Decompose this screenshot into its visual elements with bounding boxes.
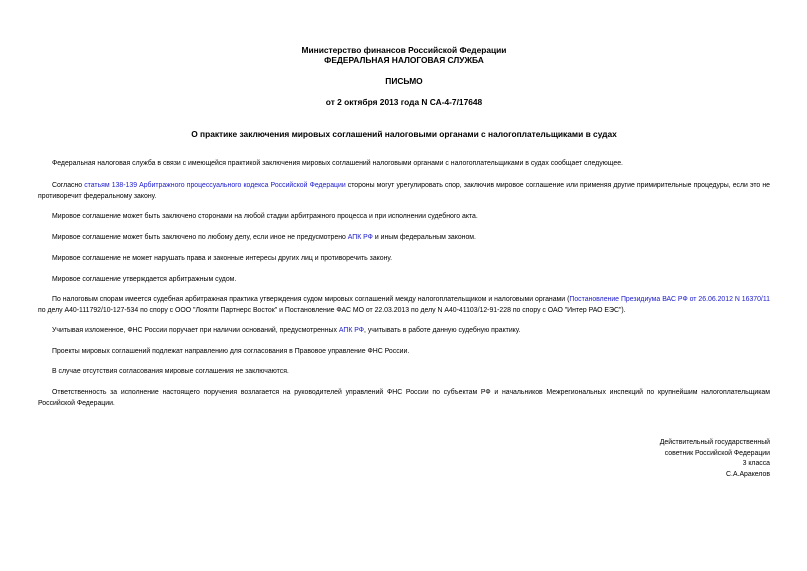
vas-resolution-link[interactable]: Постановление Президиума ВАС РФ от 26.06.2012 N 16370/11 bbox=[569, 296, 771, 303]
document-page bbox=[38, 0, 770, 571]
paragraph-6-text: Мировое соглашение утверждается арбитражным судом. bbox=[52, 276, 237, 283]
paragraph-2 bbox=[38, 180, 770, 202]
apk-link-2[interactable]: АПК РФ bbox=[338, 327, 365, 334]
paragraph-7 bbox=[38, 294, 770, 316]
service-heading: ФЕДЕРАЛЬНАЯ НАЛОГОВАЯ СЛУЖБА bbox=[324, 55, 484, 65]
paragraph-3-text: Мировое соглашение может быть заключено сторонами на любой стадии арбитражного процесса и при исполнении судебного акта. bbox=[52, 213, 478, 220]
paragraph-2-text-end: стороны могут урегулировать спор, заключив мировое соглашение или применяя другие примирительные процедуры, если это не противоречит федеральному закону. bbox=[38, 182, 770, 200]
paragraph-9 bbox=[38, 346, 770, 357]
signature-rank-line-1: Действительный государственный bbox=[659, 439, 770, 446]
paragraph-6 bbox=[38, 274, 770, 285]
paragraph-9-text: Проекты мировых соглашений подлежат направлению для согласования в Правовое управление ФНС России. bbox=[52, 348, 410, 355]
paragraph-10 bbox=[38, 366, 770, 377]
signature-rank-line-3: 3 класса bbox=[742, 460, 770, 468]
paragraph-4-text-end: и иным федеральным законом. bbox=[372, 234, 476, 241]
paragraph-4 bbox=[38, 232, 770, 243]
signature-name: С.А.Аракелов bbox=[726, 470, 770, 478]
document-date-number: от 2 октября 2013 года N СА-4-7/17648 bbox=[325, 97, 483, 107]
paragraph-7-text-end: по делу А40-111792/10-127-534 по спору с ООО "Лоялти Партнерс Восток" и Постановление ФАС МО от 22.03.2013 по делу N А40-41103/12-91-228 по спору с ОАО "Интер РАО ЕЭС"). bbox=[38, 307, 626, 314]
document-type: ПИСЬМО bbox=[385, 76, 423, 86]
paragraph-4-text-start: Мировое соглашение может быть заключено по любому делу, если иное не предусмотрено bbox=[52, 234, 348, 241]
paragraph-3 bbox=[38, 211, 770, 222]
ministry-heading: Министерство финансов Российской Федерации bbox=[301, 45, 507, 55]
paragraph-1-text: Федеральная налоговая служба в связи с имеющейся практикой заключения мировых соглашений налоговыми органами с налогоплательщиками в судах сообщает следующее. bbox=[52, 160, 623, 167]
paragraph-11 bbox=[38, 387, 770, 409]
paragraph-5-text: Мировое соглашение не может нарушать права и законные интересы других лиц и противоречить закону. bbox=[52, 255, 393, 262]
signature-block bbox=[660, 438, 770, 480]
apk-articles-link[interactable]: статьям 138-139 Арбитражного процессуального кодекса Российской Федерации bbox=[84, 182, 346, 189]
paragraph-8-text-end: , учитывать в работе данную судебную практику. bbox=[364, 327, 521, 334]
signature-rank-line-2: советник Российской Федерации bbox=[664, 449, 770, 457]
paragraph-2-text-start: Согласно bbox=[52, 182, 85, 189]
paragraph-8-text-start: Учитывая изложенное, ФНС России поручает при наличии оснований, предусмотренных bbox=[52, 327, 339, 334]
paragraph-1 bbox=[38, 158, 770, 169]
paragraph-10-text: В случае отсутствия согласования мировые соглашения не заключаются. bbox=[52, 368, 289, 375]
paragraph-8 bbox=[38, 325, 770, 336]
paragraph-5 bbox=[38, 253, 770, 264]
paragraph-7-text-start: По налоговым спорам имеется судебная арбитражная практика утверждения судом мировых соглашений между налогоплательщиком и налоговыми органами ( bbox=[52, 296, 570, 303]
apk-link[interactable]: АПК РФ bbox=[347, 234, 373, 241]
document-title: О практике заключения мировых соглашений налоговыми органами с налогоплательщиками в судах bbox=[191, 129, 617, 139]
paragraph-11-text: Ответственность за исполнение настоящего поручения возлагается на руководителей управлений ФНС России по субъектам РФ и начальников Межрегиональных инспекций по крупнейшим налогоплательщикам Российской Федерации. bbox=[38, 389, 770, 407]
